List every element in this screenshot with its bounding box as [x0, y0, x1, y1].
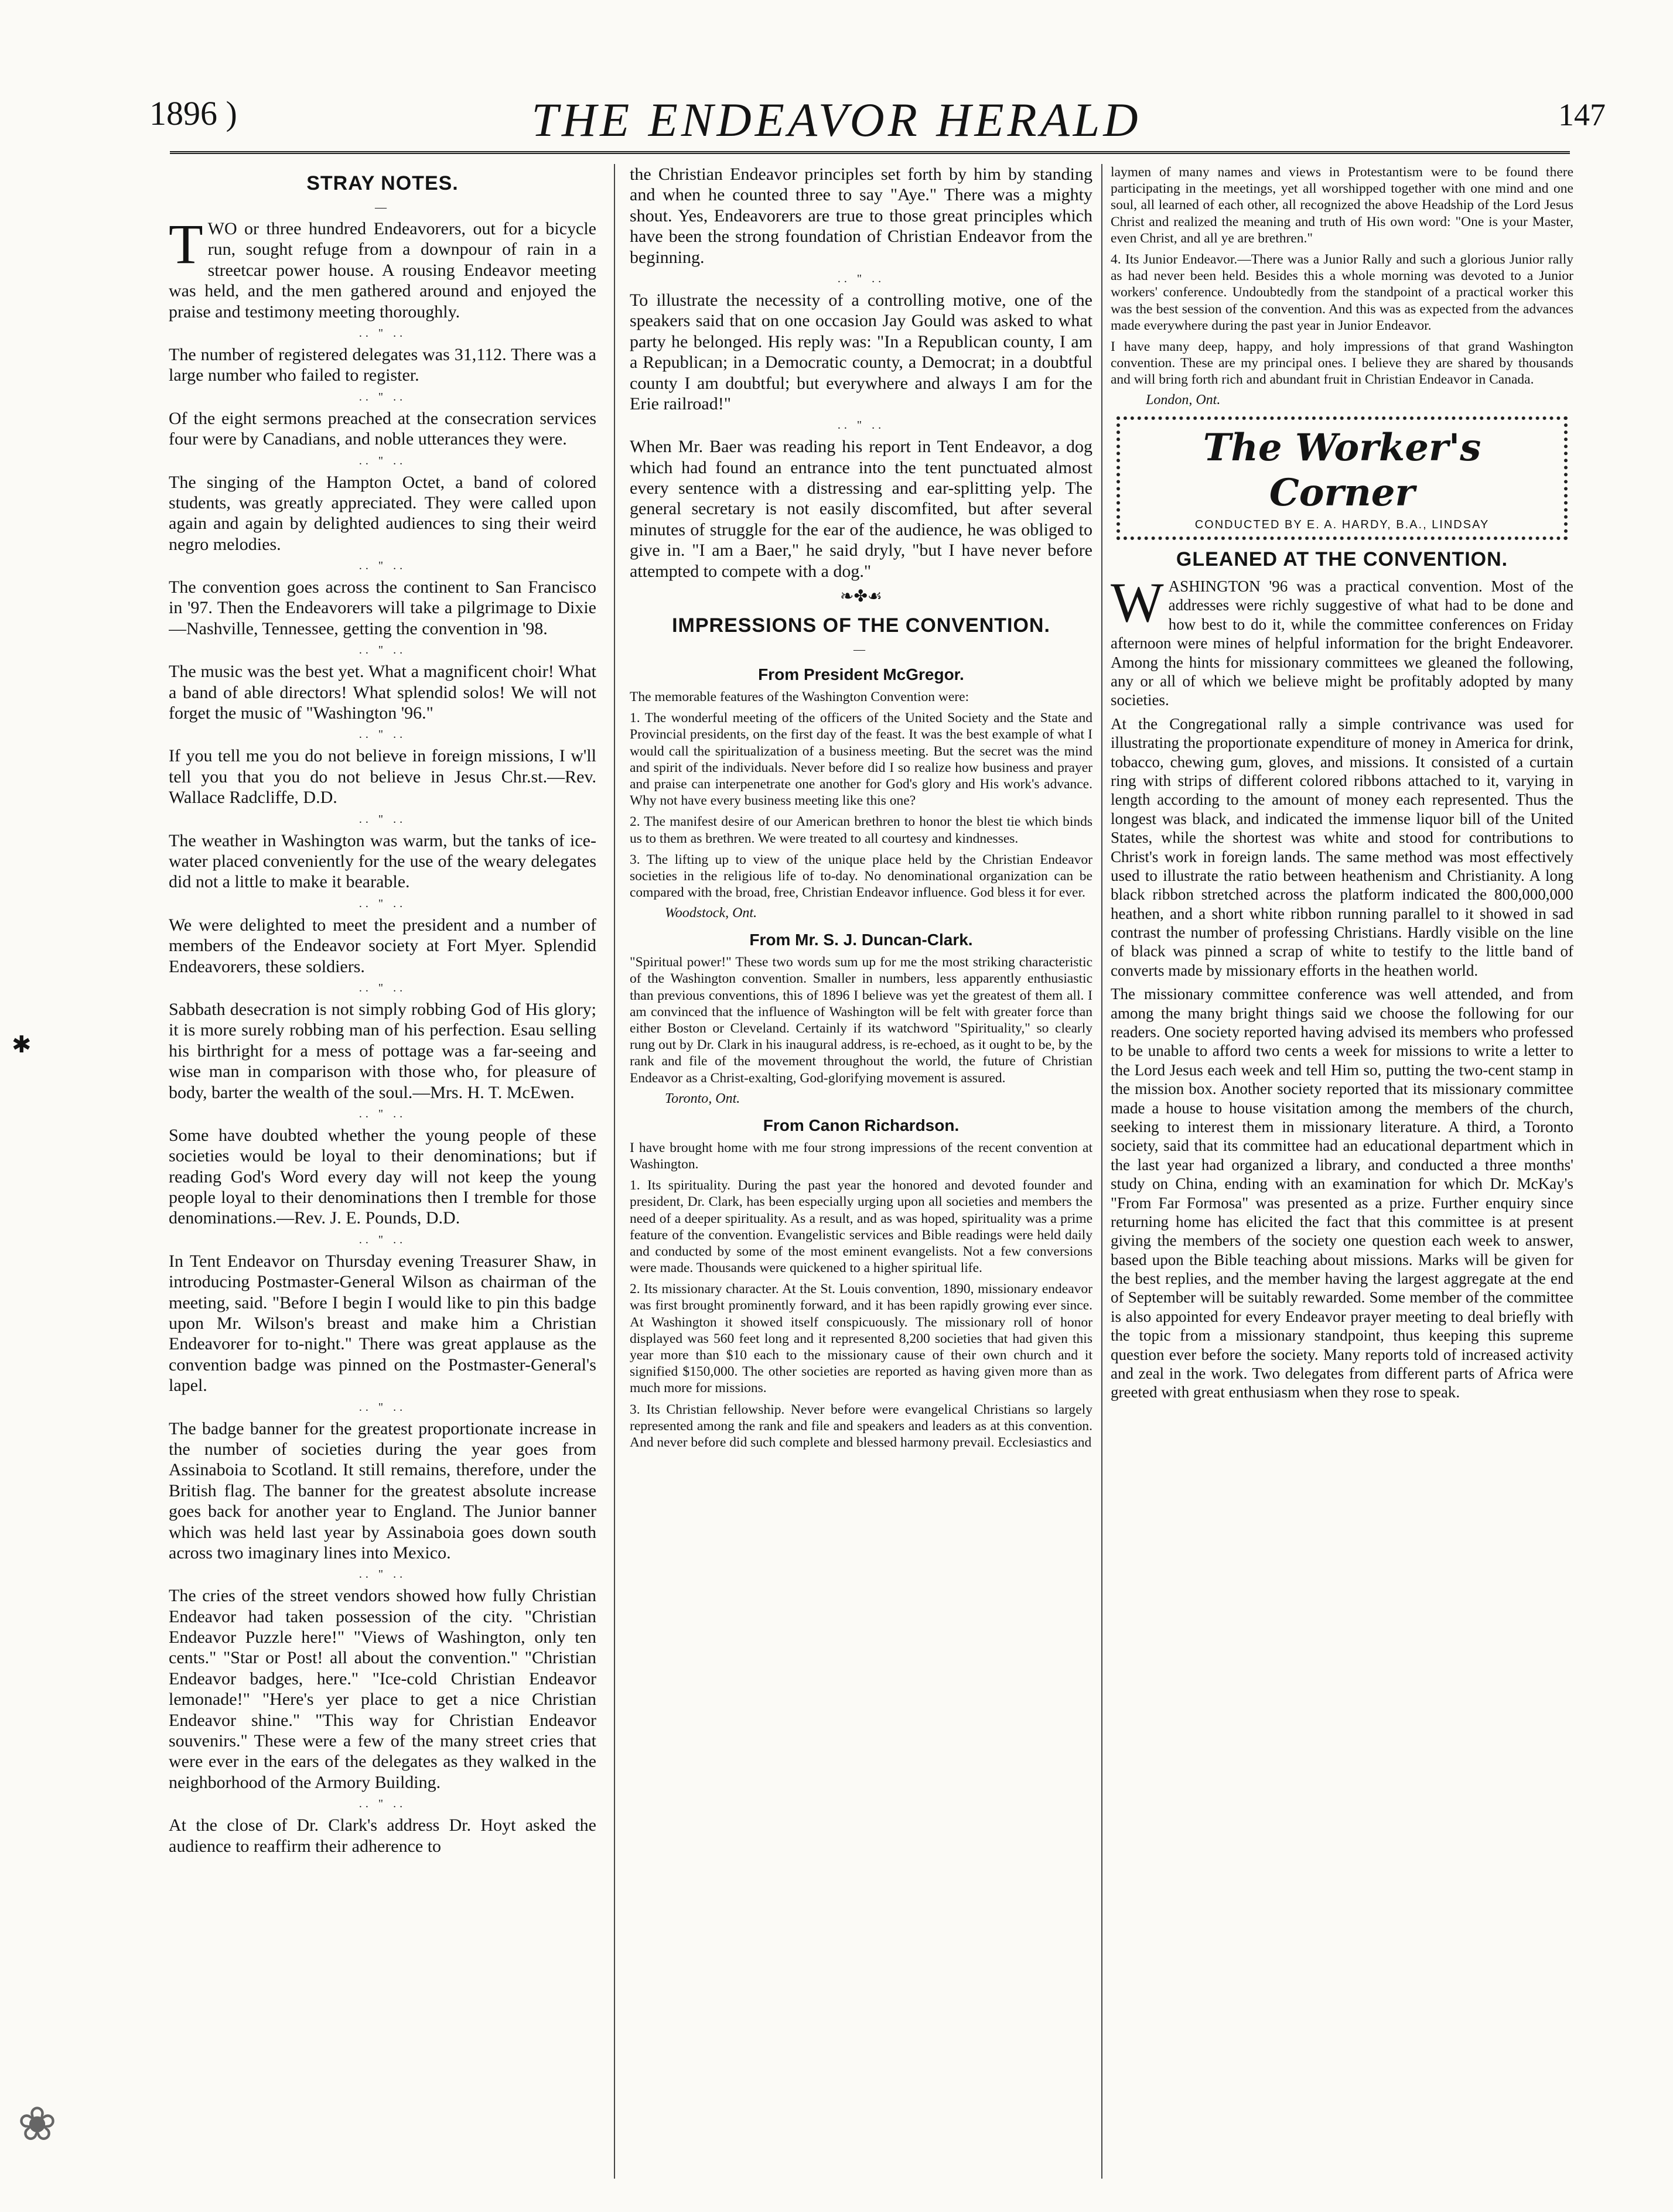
paragraph: The memorable features of the Washington Convention were:: [630, 689, 969, 705]
paragraph: TWO or three hundred Endeavorers, out for a bicycle run, sought refuge from a downpour of rain in a streetcar power house. A rousing Endeavor meeting was held, and the men gathered around and enjoyed the praise and testimony meeting thoroughly.: [169, 213, 596, 322]
paragraph: I have brought home with me four strong impressions of the recent convention at Washington.: [630, 1140, 1092, 1172]
paragraph: 3. The lifting up to view of the unique place held by the Christian Endeavor societies in the religious life of to-day. No denominational organization can be compared with the broad, free, Christian Endeavor influence. God bless it for ever.: [630, 852, 1092, 901]
separator-dash: —: [853, 643, 869, 657]
subheading-duncan-clark: From Mr. S. J. Duncan-Clark.: [749, 931, 973, 949]
paragraph: 4. Its Junior Endeavor.—There was a Junior Rally and such a glorious Junior rally as had never been held. Besides this a whole morning was devoted to a Junior workers' conference. Undoubtedly from the standpoint of a practical worker this was the best session of the convention. And this was as expected from the advances made everywhere during the past year in Junior Endeavor.: [1111, 251, 1573, 333]
paragraph: The badge banner for the greatest proportionate increase in the number of societies during the year goes from Assinaboia to Scotland. It still remains, therefore, under the British flag. The banner for the greatest absolute increase goes back for another year to England. The Junior banner which was held last year by Assinaboia goes down south across two imaginary lines into Mexico.: [169, 1418, 596, 1563]
header-year: 1896 ): [149, 94, 237, 132]
paragraph: The weather in Washington was warm, but the tanks of ice-water placed conveniently for the use of the weary delegates did not a little to make it bearable.: [169, 830, 596, 892]
paragraph: Of the eight sermons preached at the consecration services four were by Canadians, and noble utterances they were.: [169, 408, 596, 449]
margin-mark-icon: ✱: [12, 1031, 32, 1058]
paragraph: The cries of the street vendors showed how fully Christian Endeavor had taken possession of the city. "Christian Endeavor Puzzle here!" "Views of Washington, only ten cents." "Star or Post! all about the convention." "Christian Endeavor badges, here." "Ice-cold Christian Endeavor lemonade!" "Here's yer place to get a nice Christian Endeavor shine." "This way for Christian Endeavor souvenirs." These were a few of the many street cries that were ever in the ears of the delegates as they walked in the neighborhood of the Armory Building.: [169, 1586, 596, 1792]
paragraph: 1. The wonderful meeting of the officers of the United Society and the State and Provincial presidents, on the first day of the feast. It was the best example of what I would call the spiritualization of a business meeting. But the secret was the mind and spirit of the individuals. Never before did I so realize how business and prayer and praise can interpenetrate one another for God's glory and His work's advance. Why not have every business meeting like this one?: [630, 710, 1092, 809]
paragraph: At the Congregational rally a simple contrivance was used for illustrating the proportionate expenditure of money in America for drink, tobacco, chewing gum, gloves, and missions. It consisted of a curtain ring with strips of different colored ribbons attached to it, varying in length according to the amount of money each represented. Thus the longest was black, and indicated the immense liquor bill of the United States, while the shortest was white and stood for contributions to Christ's work in foreign lands. The same method was most effectively used to illustrate the ratio between heathenism and Christianity. A long black ribbon stretched across the platform indicated the 800,000,000 heathen, and a short white ribbon running parallel to it showed in sad contrast the number of professing Christians. Hardly visible on the line of black was pinned a scrap of white to testify to the little band of converts made by missionary efforts in the heathen world.: [1111, 714, 1573, 979]
paragraph: I have many deep, happy, and holy impressions of that grand Washington convention. These are my principal ones. I believe they are shared by thousands and will bring forth rich and abundant fruit in Christian Endeavor in Canada.: [1111, 339, 1573, 388]
paragraph: 1. Its spirituality. During the past year the honored and devoted founder and president, Dr. Clark, has been especially urging upon all societies and members the need of a deeper spirituality. As a result, and as was hoped, spirituality was a prime feature of the convention. Evangelistic services and Bible readings were held daily and conducted by some of the most eminent evangelists. Not a few conversions were made. Thousands were quickened to a higher spiritual life.: [630, 1178, 1092, 1276]
canon-richardson-body: [630, 1140, 1092, 1451]
separator-dots: .. " ..: [837, 419, 885, 432]
paragraph: WASHINGTON '96 was a practical convention. Most of the addresses were richly suggestive of what had to be done and how best to do it, while the committee conferences on Friday afternoon were mines of helpful information for the bright Endeavorer. Among the hints for missionary committees we gleaned the following, any or all of which we believe might be profitably adopted by many societies.: [1111, 571, 1573, 709]
separator-dots: .. " ..: [358, 559, 407, 573]
stray-notes-body: [169, 213, 596, 1857]
paragraph: Some have doubted whether the young people of these societies would be loyal to their denominations; but if reading God's Word every day will not keep the young people loyal to their denominations then I tremble for those denominations.—Rev. J. E. Pounds, D.D.: [169, 1125, 596, 1228]
masthead-title: THE ENDEAVOR HERALD: [531, 93, 1142, 146]
section-heading-stray-notes: STRAY NOTES.: [306, 172, 459, 194]
separator-dots: .. " ..: [358, 812, 407, 826]
separator-dots: .. " ..: [358, 454, 407, 467]
paragraph: If you tell me you do not believe in foreign missions, I w'll tell you that you do not believe in Jesus Chr.st.—Rev. Wallace Radcliffe, D.D.: [169, 746, 596, 808]
column-stray-notes: [169, 164, 596, 2179]
canon-richardson-continued: [1111, 164, 1573, 408]
page-header: [0, 0, 1673, 146]
paragraph: At the close of Dr. Clark's address Dr. Hoyt asked the audience to reaffirm their adherence to: [169, 1816, 596, 1856]
signature-location: Woodstock, Ont.: [665, 905, 757, 921]
paragraph: The number of registered delegates was 31,112. There was a large number who failed to register.: [169, 344, 596, 385]
separator-dots: .. " ..: [358, 644, 407, 657]
workers-corner-title: The Worker's Corner: [1203, 426, 1481, 515]
paragraph: The singing of the Hampton Octet, a band of colored students, was greatly appreciated. They were called upon again and again by delighted audiences to sing their weird negro melodies.: [169, 472, 596, 554]
paragraph: To illustrate the necessity of a controlling motive, one of the speakers said that on one occasion Jay Gould was asked to what party he belonged. His reply was: "In a Republican county, I am a Republican; in a Democratic county, a Democrat; in a doubtful county I am doubtful; but everywhere and always I am for the Erie railroad!": [630, 290, 1092, 413]
paragraph: 2. Its missionary character. At the St. Louis convention, 1890, missionary endeavor was first brought prominently forward, and it has been rapidly growing ever since. At Washington it showed itself conspicuously. The missionary roll of honor displayed was 560 feet long and it represented 8,200 societies that had given this year more than $10 each to the missionary cause of their own church and it signified $150,000. The other societies are reported as having given more than as much more for missions.: [630, 1281, 1092, 1396]
paragraph: The music was the best yet. What a magnificent choir! What a band of able directors! What splendid solos! We will not forget the music of "Washington '96.": [169, 662, 596, 723]
paragraph: In Tent Endeavor on Thursday evening Treasurer Shaw, in introducing Postmaster-General Wilson as chairman of the meeting, said. "Before I begin I would like to pin this badge upon Mr. Wilson's breast and make him a Christian Endeavorer for to-night." There was great applause as the convention badge was pinned on the Postmaster-General's lapel.: [169, 1251, 596, 1396]
duncan-clark-body: [630, 954, 1092, 1107]
page-number: 147: [1558, 97, 1606, 132]
mcgregor-body: [630, 689, 1092, 921]
paragraph: laymen of many names and views in Protestantism were to be found there participating in the meetings, yet all worshipped together with one mind and one soul, all learned of each other, all recognized the above Headship of the Lord Jesus Christ and realized the meaning and truth of His own word: "One is your Master, even Christ, and all ye are brethren.": [1111, 165, 1573, 246]
gleaned-body: [1111, 571, 1573, 1402]
paragraph: 3. Its Christian fellowship. Never before were evangelical Christians so largely represented among the rank and file and speakers and leaders as at this convention. And never before did such complete and blessed harmony prevail. Ecclesiastics and: [630, 1401, 1092, 1450]
separator-dots: .. " ..: [358, 1107, 407, 1120]
paragraph: When Mr. Baer was reading his report in Tent Endeavor, a dog which had found an entrance into the tent punctuated almost every sentence with a distressing and ear-splitting yelp. The general secretary is not easily discomfited, but after several minutes of struggle for the ear of the audience, he was obliged to give in. "I am a Baer," he said dryly, "but I have never before attempted to compete with a dog.": [630, 437, 1092, 581]
paragraph: 2. The manifest desire of our American brethren to honor the blest tie which binds us to them as brethren. We were treated to all courtesy and kindnesses.: [630, 814, 1092, 846]
paragraph: Sabbath desecration is not simply robbing God of His glory; it is more surely robbing man of his perfection. Esau selling his birthright for a mess of pottage was a far-seeing and wise man in comparison with those who, for pleasure of body, barter the wealth of the soul.—Mrs. H. T. McEwen.: [169, 999, 596, 1102]
paragraph: We were delighted to meet the president and a number of members of the Endeavor society at Fort Myer. Splendid Endeavorers, these soldiers.: [169, 915, 596, 976]
workers-corner-byline: CONDUCTED BY E. A. HARDY, B.A., LINDSAY: [1194, 518, 1490, 532]
separator-dots: .. " ..: [358, 390, 407, 404]
paragraph: The missionary committee conference was well attended, and from among the many bright things said we choose the following for our readers. One society reported having advised its members who professed to be unable to afford two cents a week for missions to write a letter to the Lord Jesus each week and tell Him so, putting the two-cent stamp in the mission box. Another society reported that its missionary committee made a house to house visitation among the members of the church, seeking to interest them in missionary literature. A third, a Toronto society, said that its committee had an educational department which in the last year had organized a library, and conducted a three months' study on China, ending with an examination for which Dr. McKay's "From Far Formosa" was presented as a prize. Further enquiry since returning home has elicited the fact that this committee is at present giving the members of the society one question each week to answer, based upon the Bible teaching about missions. Marks will be given for the best replies, and the member having the largest aggregate at the end of September will be suitably rewarded. Some member of the committee is also appointed for every Endeavor prayer meeting to deal briefly with the topic from a missionary standpoint, thus keeping this supreme question ever before the society. Many reports told of increased activity and zeal in the work. Two delegates from different parts of Africa were greeted with great enthusiasm when they rose to speak.: [1111, 985, 1573, 1401]
header-rule: [170, 151, 1570, 154]
paragraph: the Christian Endeavor principles set forth by him by standing and when he counted three to say "Aye." There was a mighty shout. Yes, Endeavorers are true to those great principles which have been the strong foundation of Christian Endeavor from the beginning.: [630, 165, 1092, 267]
paragraph: "Spiritual power!" These two words sum up for me the most striking characteristic of the Washington convention. Smaller in numbers, less apparently enthusiastic than previous conventions, this of 1896 I believe was yet the greatest of them all. I am convinced that the influence of Washington will be felt with greater force than either Boston or Cleveland. Certainly if its watchword "Spirituality," so clearly rung out by Dr. Clark in his inaugural address, is re-echoed, as it ought to be, by the rank and file of the movement throughout the world, the future of Christian Endeavor as a Christ-exalting, God-glorifying movement is assured.: [630, 955, 1092, 1086]
separator-dots: .. " ..: [358, 1400, 407, 1414]
ornament-flourish-icon: ❀: [18, 2099, 57, 2151]
separator-dots: .. " ..: [358, 1797, 407, 1811]
separator-dots: .. " ..: [358, 728, 407, 741]
column-divider: [1101, 164, 1102, 2179]
separator-dots: .. " ..: [358, 981, 407, 994]
separator-dots: .. " ..: [358, 326, 407, 340]
signature-location: Toronto, Ont.: [665, 1090, 740, 1106]
section-heading-gleaned: GLEANED AT THE CONVENTION.: [1176, 548, 1508, 571]
section-heading-impressions: IMPRESSIONS OF THE CONVENTION.: [672, 614, 1050, 637]
column-workers-corner: [1111, 164, 1573, 2179]
workers-corner-banner: [1117, 416, 1568, 540]
separator-dots: .. " ..: [358, 1233, 407, 1246]
paragraph: The convention goes across the continent to San Francisco in '97. Then the Endeavorers will take a pilgrimage to Dixie—Nashville, Tennessee, getting the convention in '98.: [169, 577, 596, 638]
separator-dots: .. " ..: [358, 1568, 407, 1581]
column-divider: [614, 164, 615, 2179]
signature-location: London, Ont.: [1146, 392, 1221, 408]
stray-notes-continued: [630, 164, 1092, 582]
separator-dash: —: [375, 201, 390, 214]
subheading-canon-richardson: From Canon Richardson.: [763, 1116, 960, 1134]
column-impressions: [630, 164, 1092, 2179]
ornament-divider: ❧✤☙: [839, 587, 883, 606]
separator-dots: .. " ..: [837, 272, 885, 285]
subheading-mcgregor: From President McGregor.: [758, 665, 964, 684]
separator-dots: .. " ..: [358, 897, 407, 910]
